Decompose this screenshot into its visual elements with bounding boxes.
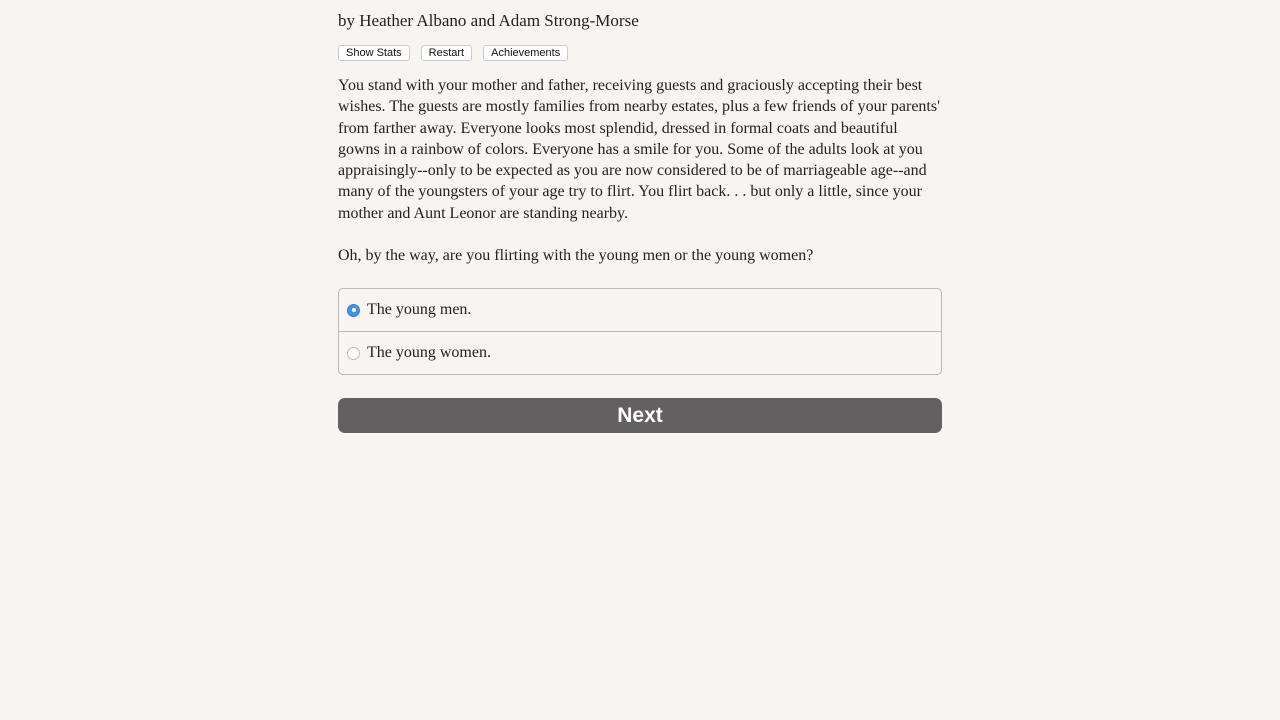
story-paragraph: You stand with your mother and father, receiving guests and graciously accepting their best wishes. The guests are mostly families from nearby estates, plus a few friends of your parents' from farther away. Everyone looks most splendid, dressed in formal coats and beautiful gowns in a rainbow of colors. Everyone has a smile for you. Some of the adults look at you appraisingly--only to be expected as you are now considered to be of marriageable age--and many of the youngsters of your age try to flirt. You flirt back. . . but only a little, since your mother and Aunt Leonor are standing nearby.: [338, 77, 940, 222]
choice-list: [338, 288, 942, 375]
main-content: [338, 0, 942, 433]
choice-option-young-men[interactable]: [339, 289, 941, 331]
restart-button[interactable]: Restart: [421, 45, 472, 61]
story-text: [338, 75, 942, 266]
achievements-button[interactable]: Achievements: [483, 45, 568, 61]
radio-unselected-icon[interactable]: [347, 347, 360, 360]
choice-label: The young women.: [367, 344, 491, 362]
story-question: Oh, by the way, are you flirting with the young men or the young women?: [338, 247, 814, 265]
toolbar: [338, 45, 942, 61]
author-byline: by Heather Albano and Adam Strong-Morse: [338, 11, 639, 30]
next-button[interactable]: Next: [338, 398, 942, 433]
choice-option-young-women[interactable]: [339, 331, 941, 374]
radio-selected-icon[interactable]: [347, 304, 360, 317]
choice-label: The young men.: [367, 301, 472, 319]
show-stats-button[interactable]: Show Stats: [338, 45, 410, 61]
